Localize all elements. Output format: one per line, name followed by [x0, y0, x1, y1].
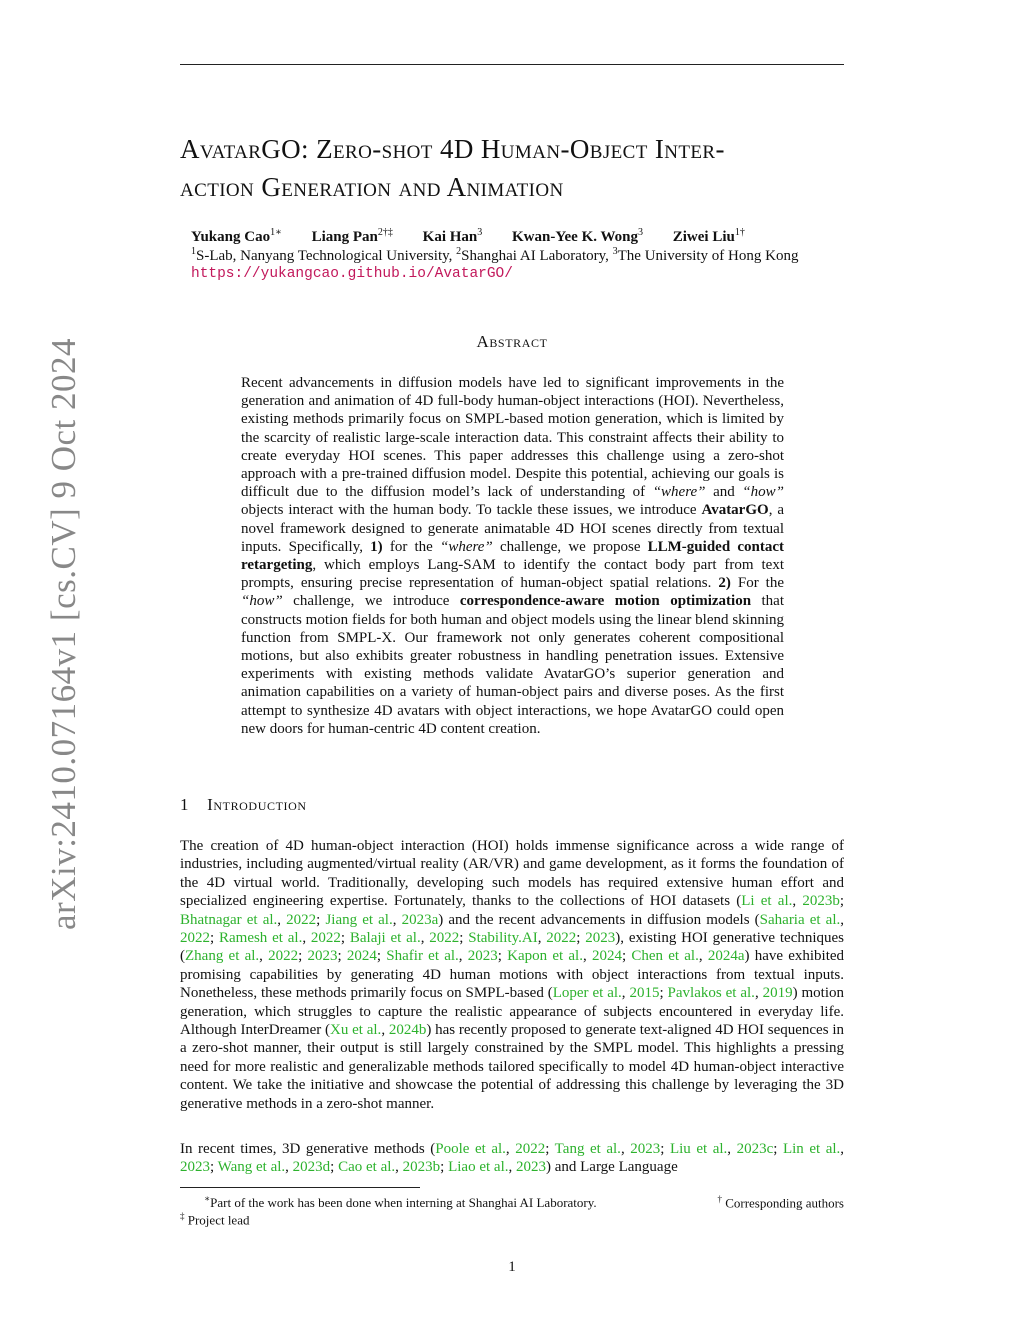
citation-link[interactable]: Pavlakos et al. — [667, 985, 755, 1002]
body-text: , — [582, 948, 592, 965]
citation-link[interactable]: 2023 — [630, 1141, 661, 1157]
body-text: ; — [576, 930, 586, 947]
body-text: The creation of 4D human-object interaction (HOI) holds immense significance across a wide range of industries, including augmented/virtual reality (AR/VR) and game development, as it forms the foundation of the 4D virtual world. Traditionally, developing such models has required extensive human effort and specialized engineering expertise. Fortunately, thanks to the collections of HOI datasets ( — [180, 838, 844, 910]
footnote-2: † Corresponding authors — [717, 1194, 844, 1211]
body-text: , — [727, 1141, 737, 1157]
body-text: , a novel framework designed to generate animatable 4D HOI scenes directly from textual inputs. Specifically, — [241, 502, 784, 555]
project-url-link[interactable]: https://yukangcao.github.io/AvatarGO/ — [191, 266, 513, 282]
arxiv-stamp: arXiv:2410.07164v1 [cs.CV] 9 Oct 2024 — [44, 337, 83, 930]
bold-text: LLM-guided contact retargeting — [241, 538, 784, 574]
citation-link[interactable]: Stability.AI — [468, 930, 538, 947]
citation-link[interactable]: Poole et al. — [435, 1141, 506, 1157]
body-text: , — [505, 1141, 516, 1157]
body-text: ) has recently proposed to generate text-aligned 4D HOI sequences in a zero-shot manner, their output is still largely constrained by the SMPL model. This highlights a pressing need for more realistic and generalizable methods tailored specifically to model 4D human-object interactive content. We take the initiative and showcase the potential of addressing this challenge by leveraging the 3D generative methods in a zero-shot manner. — [180, 1022, 844, 1112]
citation-link[interactable]: Ramesh et al. — [218, 930, 303, 947]
body-text: and — [705, 484, 743, 501]
citation-link[interactable]: Wang et al. — [217, 1159, 286, 1176]
citation-link[interactable]: 2023a — [401, 911, 439, 928]
citation-link[interactable]: Jiang et al. — [325, 911, 393, 928]
body-text: Recent advancements in diffusion models have led to significant improvements in the generation and animation of 4D full-body human-object interactions (HOI). Nevertheless, existing methods primarily focus on SMPL-based motion generation, which is limited by the scarcity of realistic large-scale interaction data. This constraint affects their ability to create everyday HOI scenes. This paper addresses this challenge using a zero-shot approach with a pre-trained diffusion model. Despite this potential, achieving our goals is difficult due to the diffusion model’s lack of understanding of — [241, 375, 784, 501]
body-text: , — [277, 911, 287, 928]
affiliations: $^1$S-Lab, Nanyang Technological University, $^2$Shanghai AI Laboratory, $^3$The University of Hong Kong — [191, 246, 799, 264]
body-text: challenge, we introduce — [282, 593, 460, 610]
emphasis-text: “how” — [241, 593, 283, 610]
citation-link[interactable]: 2024 — [346, 948, 377, 965]
body-text: objects interact with the human body. To tackle these issues, we introduce — [241, 502, 702, 519]
citation-link[interactable]: 2022 — [286, 911, 317, 928]
emphasis-text: “where” — [652, 484, 706, 501]
citation-link[interactable]: Bhatnagar et al. — [180, 911, 278, 928]
bold-text: 2) — [718, 575, 731, 592]
body-text: ; — [210, 1159, 218, 1176]
body-text: , — [508, 1159, 516, 1176]
abstract-body — [241, 374, 784, 738]
citation-link[interactable]: 2023 — [515, 1159, 546, 1176]
citation-link[interactable]: 2022 — [310, 930, 341, 947]
body-text: ; — [459, 930, 469, 947]
section-heading — [180, 795, 307, 815]
citation-link[interactable]: Xu et al. — [330, 1022, 382, 1039]
intro-paragraph-2 — [180, 1140, 844, 1177]
citation-link[interactable]: 2024 — [591, 948, 622, 965]
body-text: ; — [621, 948, 632, 965]
body-text: ; — [376, 948, 387, 965]
citation-link[interactable]: 2023 — [180, 1159, 210, 1176]
body-text: , — [420, 930, 430, 947]
author: Liang Pan$^{2\dagger\ddagger}$ — [311, 227, 393, 245]
header-rule — [180, 64, 844, 65]
title-line-2: action Generation and Animation — [180, 172, 564, 202]
bold-text: correspondence-aware motion optimization — [459, 593, 752, 610]
bold-text: 1) — [370, 538, 383, 555]
body-text: , — [621, 985, 630, 1002]
body-text: , — [259, 948, 269, 965]
citation-link[interactable]: 2022 — [180, 930, 210, 947]
section-title: Introduction — [207, 795, 307, 814]
body-text: For the — [730, 575, 784, 592]
body-text: , — [792, 893, 803, 910]
body-text: ; — [330, 1159, 339, 1176]
body-text: , — [392, 911, 402, 928]
body-text: ; — [440, 1159, 449, 1176]
footnote-3: ‡ Project lead — [180, 1211, 250, 1228]
body-text: , — [302, 930, 311, 947]
citation-link[interactable]: Balaji et al. — [349, 930, 421, 947]
body-text: , — [285, 1159, 293, 1176]
section-number: 1 — [180, 795, 190, 814]
body-text: , — [458, 948, 468, 965]
citation-link[interactable]: 2023d — [292, 1159, 331, 1176]
body-text: for the — [382, 538, 440, 555]
citation-link[interactable]: Cao et al. — [338, 1159, 396, 1176]
citation-link[interactable]: Zhang et al. — [185, 948, 260, 965]
author-list — [191, 227, 771, 246]
body-text: ; — [660, 1141, 670, 1157]
citation-link[interactable]: 2019 — [762, 985, 793, 1002]
body-text: ; — [340, 930, 350, 947]
citation-link[interactable]: Saharia et al. — [759, 911, 841, 928]
body-text: , — [620, 1141, 631, 1157]
citation-link[interactable]: 2022 — [268, 948, 299, 965]
body-text: ; — [659, 985, 668, 1002]
body-text: ; — [298, 948, 308, 965]
emphasis-text: “where” — [439, 538, 493, 555]
body-text: ) have exhibited promising capabilities by generating 4D human motions with object interactions from textual inputs. Nonetheless, these methods primarily focus on SMPL-based ( — [180, 948, 845, 1002]
emphasis-text: “how” — [742, 484, 784, 501]
citation-link[interactable]: 2024a — [707, 948, 745, 965]
body-text: ; — [839, 893, 844, 910]
citation-link[interactable]: 2022 — [546, 930, 577, 947]
body-text: challenge, we propose — [492, 538, 648, 555]
citation-link[interactable]: 2023 — [585, 930, 616, 947]
author: Kwan-Yee K. Wong$^3$ — [512, 227, 643, 245]
page-number: 1 — [508, 1259, 516, 1275]
body-text: , — [381, 1022, 389, 1039]
citation-link[interactable]: Kapon et al. — [507, 948, 583, 965]
citation-link[interactable]: Li et al. — [741, 893, 793, 910]
citation-link[interactable]: Liu et al. — [669, 1141, 728, 1157]
citation-link[interactable]: 2023b — [802, 893, 840, 910]
body-text: , — [754, 985, 763, 1002]
body-text: ; — [316, 911, 326, 928]
citation-link[interactable]: 2015 — [629, 985, 660, 1002]
author: Kai Han$^3$ — [422, 227, 483, 245]
body-text: ; — [337, 948, 347, 965]
bold-text: AvatarGO — [701, 502, 769, 519]
title-line-1: AvatarGO: Zero-shot 4D Human-Object Inter- — [180, 134, 725, 164]
citation-link[interactable]: Tang et al. — [554, 1141, 621, 1157]
citation-link[interactable]: 2023 — [467, 948, 498, 965]
citation-link[interactable]: 2022 — [515, 1141, 546, 1157]
body-text: , — [537, 930, 547, 947]
body-text: , — [840, 1141, 845, 1157]
body-text: ; — [545, 1141, 555, 1157]
intro-paragraph-1 — [180, 837, 844, 1113]
author: Yukang Cao$^{1∗}$ — [191, 227, 282, 245]
author: Ziwei Liu$^{1\dagger}$ — [672, 227, 745, 245]
citation-link[interactable]: Loper et al. — [552, 985, 622, 1002]
body-text: ) motion generation, which struggles to capture the realistic appearance of subjects encountered in everyday life. Although InterDreamer ( — [180, 985, 845, 1039]
body-text: ) and Large Language — [545, 1159, 678, 1176]
body-text: that constructs motion fields for both human and object models using the linear blend skinning function from SMPL-X. Our framework not only generates coherent compositional motions, but also exhibits greater robustness in handling penetration issues. Extensive experiments with existing methods validate AvatarGO’s superior generation and animation capabilities on a variety of human-object pairs and diverse poses. As the first attempt to synthesize 4D avatars with object interactions, we hope AvatarGO could open new doors for human-centric 4D content creation. — [241, 593, 784, 737]
body-text: ), existing HOI generative techniques ( — [180, 930, 845, 965]
body-text: ) and the recent advancements in diffusion models ( — [438, 911, 760, 928]
citation-link[interactable]: Chen et al. — [631, 948, 699, 965]
abstract-heading: Abstract — [476, 332, 548, 351]
body-text: , — [395, 1159, 403, 1176]
body-text: ; — [773, 1141, 783, 1157]
citation-link[interactable]: Shafir et al. — [386, 948, 459, 965]
citation-link[interactable]: 2024b — [388, 1022, 427, 1039]
footnote-1: ∗Part of the work has been done when interning at Shanghai AI Laboratory. † Corresponding authors — [180, 1191, 844, 1211]
paper-title — [180, 130, 850, 206]
body-text: ; — [497, 948, 508, 965]
footnote-rule — [180, 1187, 420, 1188]
body-text: , — [840, 911, 845, 928]
citation-link[interactable]: 2023 — [307, 948, 338, 965]
citation-link[interactable]: Lin et al. — [782, 1141, 841, 1157]
body-text: , which employs Lang-SAM to identify the contact body part from text prompts, ensuring precise representation of human-object spatial relations. — [241, 557, 784, 592]
citation-link[interactable]: 2023c — [736, 1141, 774, 1157]
body-text: ; — [210, 930, 219, 947]
citation-link[interactable]: Liao et al. — [448, 1159, 509, 1176]
body-text: In recent times, 3D generative methods ( — [180, 1141, 436, 1157]
body-text: , — [698, 948, 708, 965]
citation-link[interactable]: 2022 — [429, 930, 460, 947]
citation-link[interactable]: 2023b — [402, 1159, 441, 1176]
